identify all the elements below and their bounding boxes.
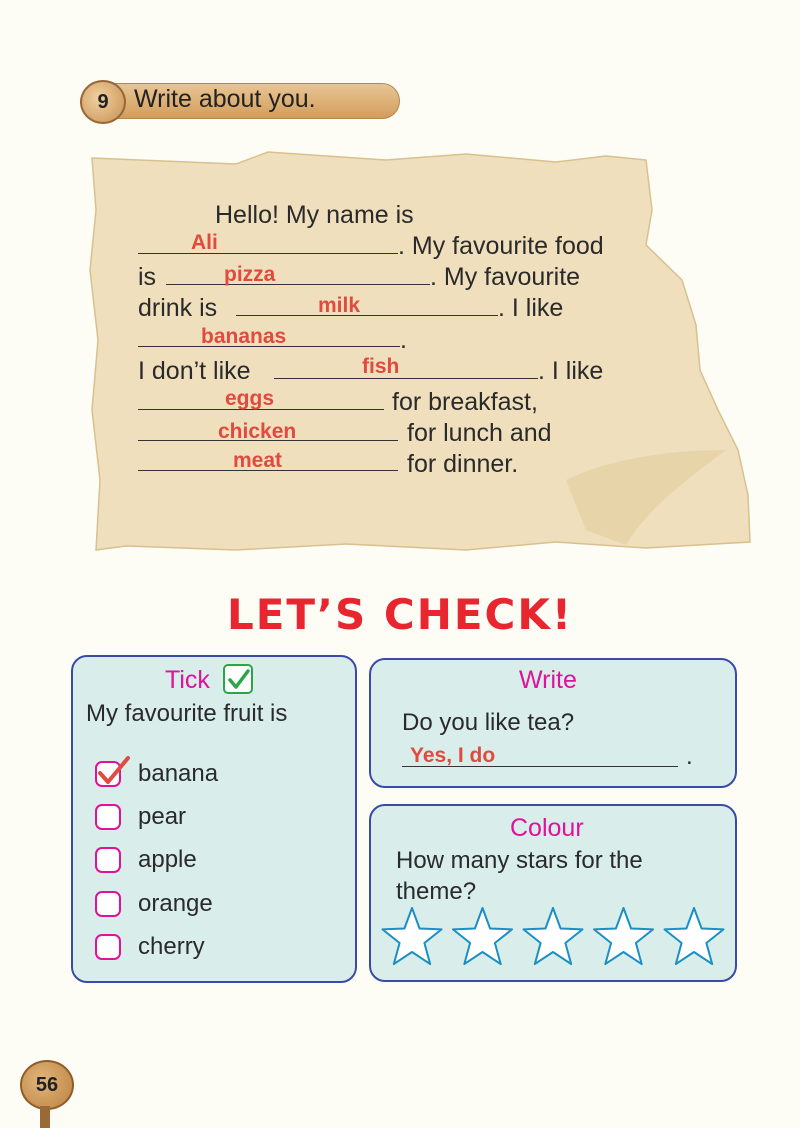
star-icon-5[interactable] xyxy=(665,908,724,964)
lunch-answer: chicken xyxy=(218,420,297,443)
write-end-period: . xyxy=(686,743,693,770)
breakfast-answer: eggs xyxy=(225,387,275,410)
intro-text: Hello! My name is xyxy=(215,201,414,229)
orange-checkbox[interactable] xyxy=(95,891,121,917)
line4-suffix: . I like xyxy=(498,294,564,322)
star-icon-1[interactable] xyxy=(383,908,442,964)
food-answer: pizza xyxy=(224,263,276,286)
drink-answer: milk xyxy=(318,294,361,317)
dislike-answer: fish xyxy=(362,355,400,378)
like-answer: bananas xyxy=(201,325,287,348)
star-rating xyxy=(378,906,730,970)
food-blank[interactable] xyxy=(166,284,430,285)
banana-check-mark-icon xyxy=(94,754,134,788)
write-question: Do you like tea? xyxy=(402,709,575,736)
star-icon-4[interactable] xyxy=(594,908,653,964)
apple-checkbox[interactable] xyxy=(95,847,121,873)
line2-text: . My favourite food xyxy=(398,232,604,260)
colour-question-line2: theme? xyxy=(396,878,477,905)
line6-prefix: I don’t like xyxy=(138,357,251,385)
drink-blank[interactable] xyxy=(236,315,498,316)
option-orange: orange xyxy=(138,890,213,917)
name-blank[interactable] xyxy=(138,253,398,254)
pear-checkbox[interactable] xyxy=(95,804,121,830)
lets-check-heading: LET’S CHECK! xyxy=(226,590,574,639)
colour-title: Colour xyxy=(510,814,584,842)
tick-title: Tick xyxy=(165,666,210,694)
exercise-title: Write about you. xyxy=(134,85,316,113)
option-apple: apple xyxy=(138,846,197,873)
tick-icon xyxy=(222,663,256,695)
line4-prefix: drink is xyxy=(138,294,218,322)
cherry-checkbox[interactable] xyxy=(95,934,121,960)
tick-question: My favourite fruit is xyxy=(86,700,288,727)
option-banana: banana xyxy=(138,760,219,787)
colour-question-line1: How many stars for the xyxy=(396,847,643,874)
dislike-blank[interactable] xyxy=(274,378,538,379)
exercise-number: 9 xyxy=(80,80,126,124)
write-answer: Yes, I do xyxy=(410,744,496,767)
star-icon-2[interactable] xyxy=(453,908,512,964)
parchment-paper xyxy=(86,150,752,556)
page-number: 56 xyxy=(20,1060,74,1110)
dinner-answer: meat xyxy=(233,449,283,472)
page-number-stem xyxy=(40,1106,50,1128)
line3-prefix: is xyxy=(138,263,157,291)
line7-suffix: for breakfast, xyxy=(392,388,538,416)
name-answer: Ali xyxy=(191,231,218,254)
exercise-header xyxy=(80,80,402,122)
write-title: Write xyxy=(519,666,577,694)
line6-suffix: . I like xyxy=(538,357,604,385)
option-cherry: cherry xyxy=(138,933,205,960)
line5-suffix: . xyxy=(400,326,407,354)
star-icon-3[interactable] xyxy=(524,908,583,964)
line9-suffix: for dinner. xyxy=(407,450,519,478)
line8-suffix: for lunch and xyxy=(407,419,552,447)
line3-suffix: . My favourite xyxy=(430,263,581,291)
option-pear: pear xyxy=(138,803,187,830)
